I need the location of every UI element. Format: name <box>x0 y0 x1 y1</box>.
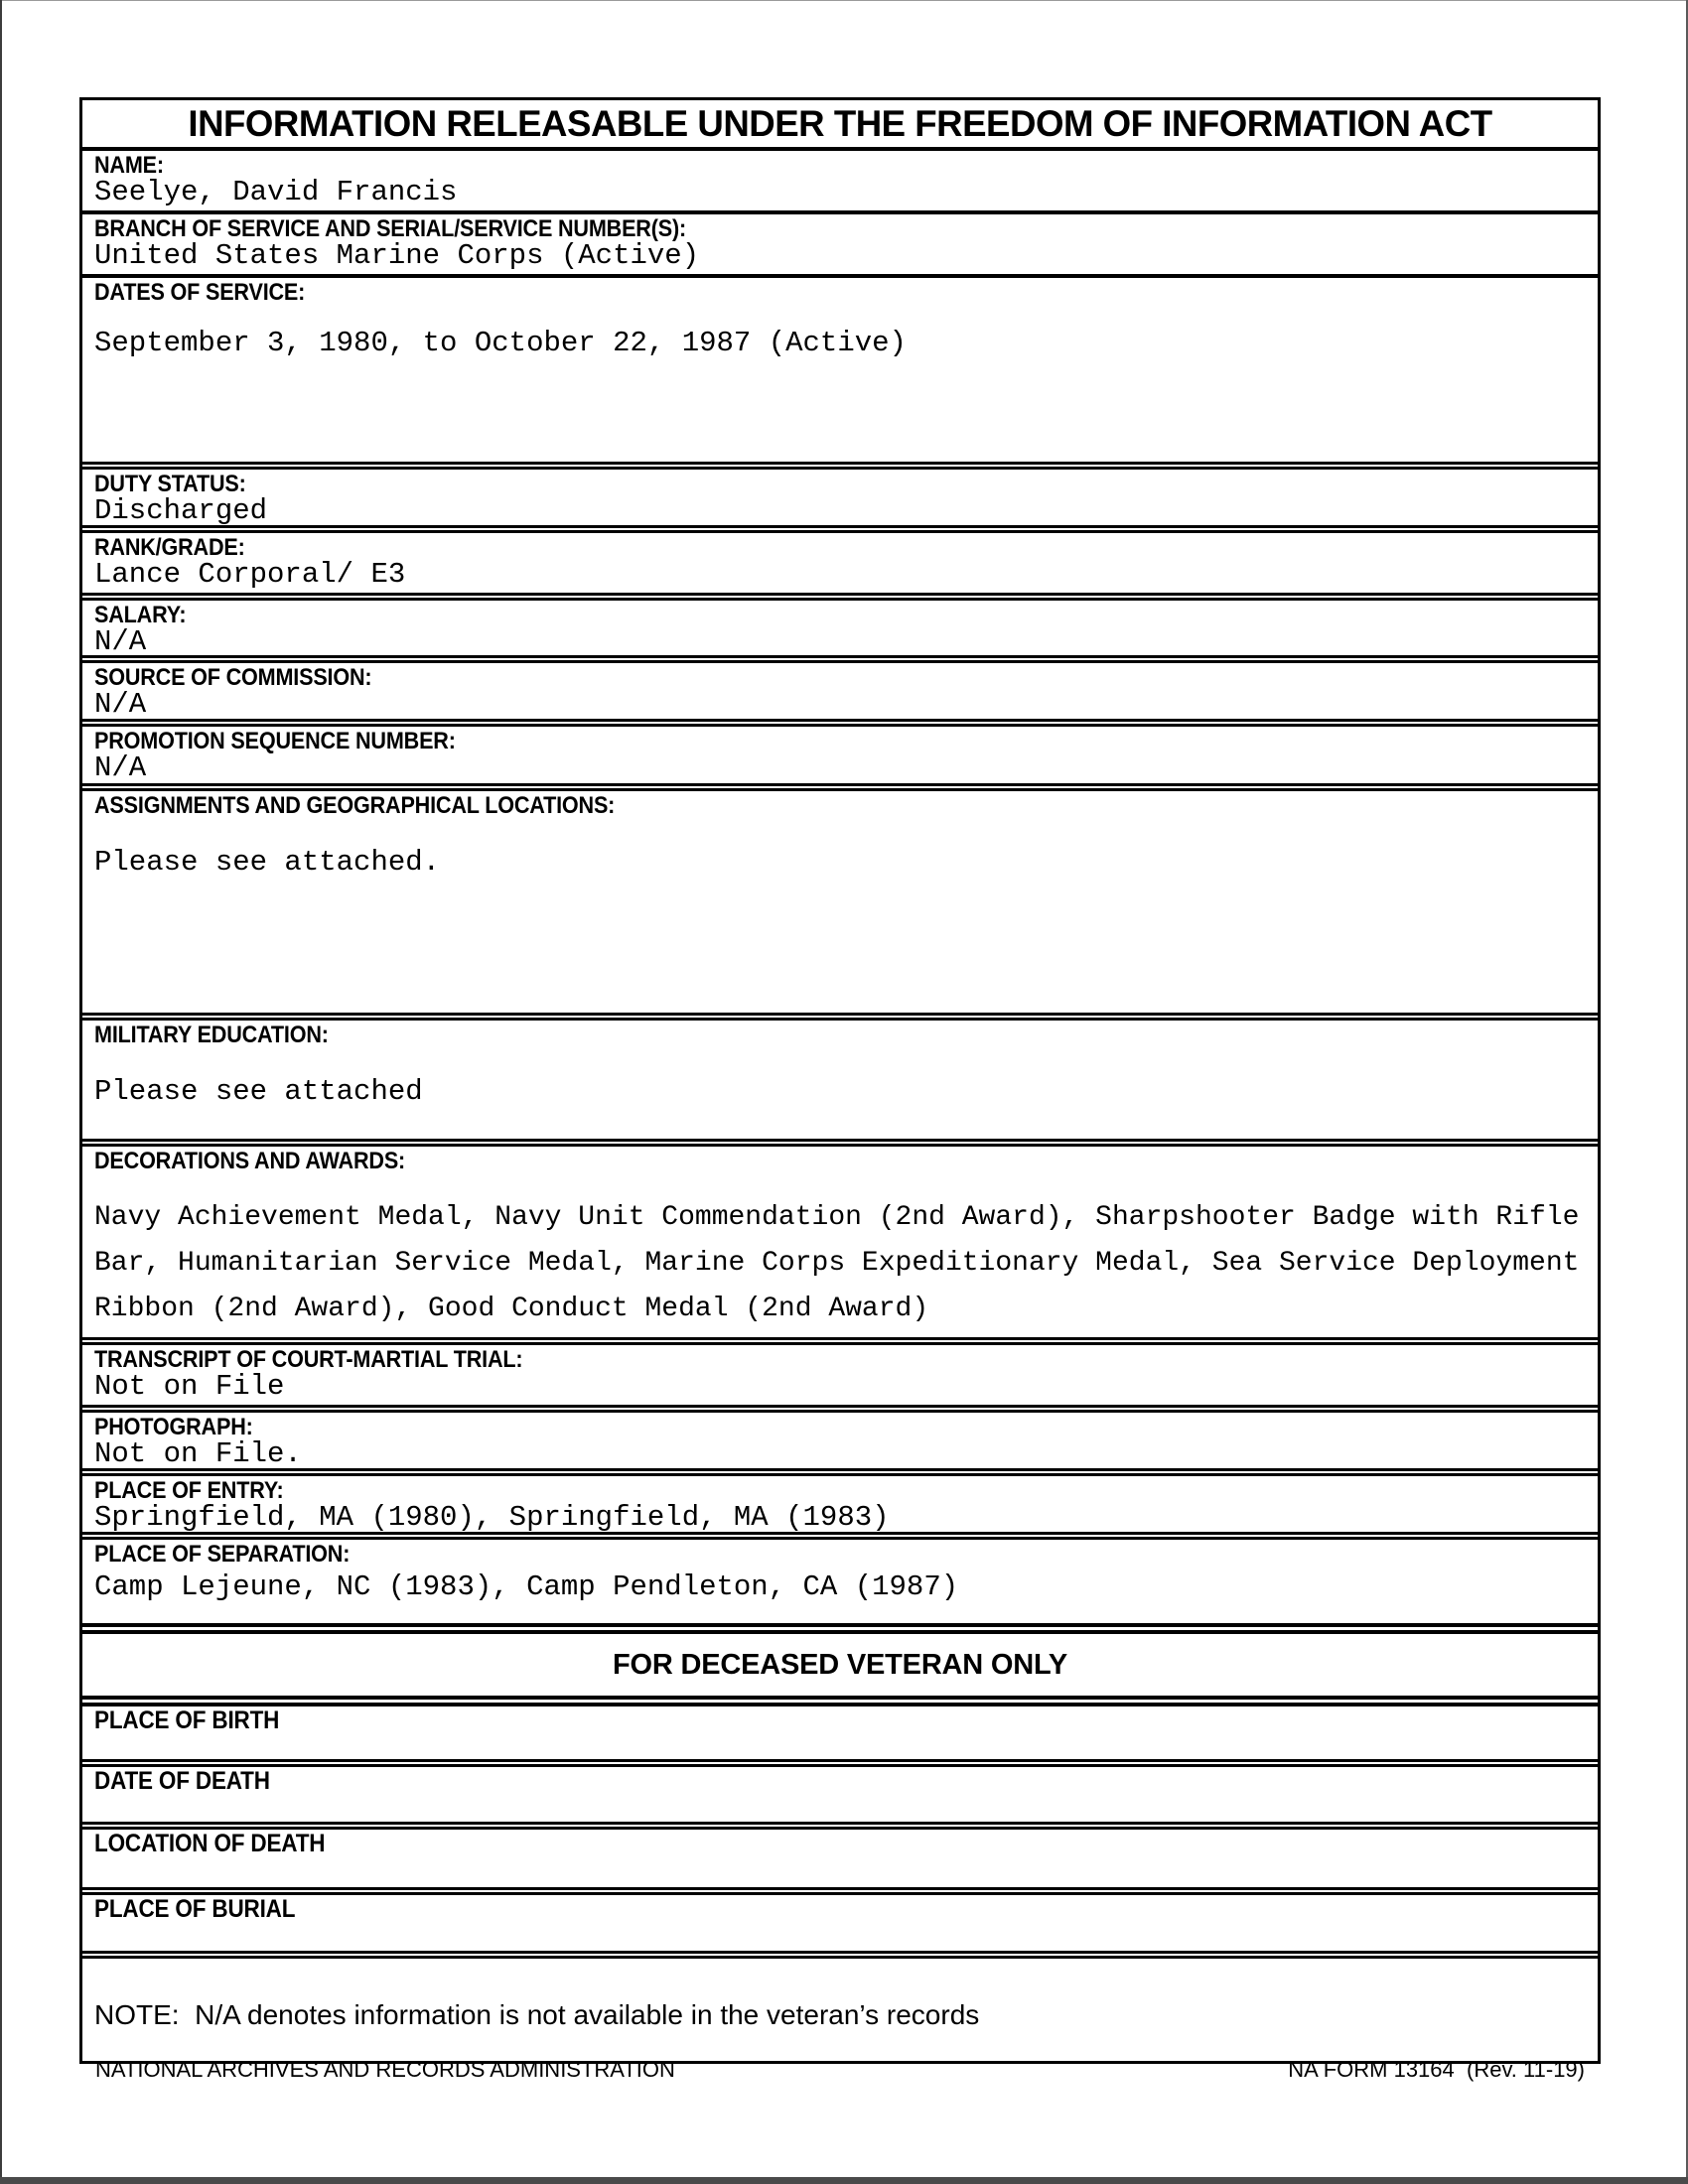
field-date-of-death <box>82 1767 1598 1822</box>
field-place-of-entry-label: PLACE OF ENTRY: <box>94 1477 284 1504</box>
form-footer <box>79 2057 1601 2083</box>
field-place-of-burial <box>82 1895 1598 1951</box>
row-divider <box>82 593 1598 601</box>
field-dates-of-service-value: September 3, 1980, to October 22, 1987 (Active) <box>94 327 907 359</box>
field-duty-status-label: DUTY STATUS: <box>94 471 246 497</box>
field-rank-grade-value: Lance Corporal/ E3 <box>94 558 406 591</box>
field-duty-status <box>82 470 1598 525</box>
field-duty-status-value: Discharged <box>94 494 268 525</box>
field-name-label: NAME: <box>94 152 164 179</box>
row-divider <box>82 1337 1598 1345</box>
row-divider <box>82 1405 1598 1413</box>
note-text: NOTE: N/A denotes information is not available in the veteran’s records <box>94 1999 980 2030</box>
field-salary-label: SALARY: <box>94 602 187 628</box>
field-location-of-death-label: LOCATION OF DEATH <box>94 1830 326 1857</box>
form-title: INFORMATION RELEASABLE UNDER THE FREEDOM OF INFORMATION ACT <box>188 102 1492 144</box>
deceased-section-header: FOR DECEASED VETERAN ONLY <box>613 1648 1067 1681</box>
field-military-education <box>82 1021 1598 1139</box>
field-dates-of-service-label: DATES OF SERVICE: <box>94 279 306 306</box>
window-edge-left <box>0 0 2 2184</box>
field-military-education-value: Please see attached <box>94 1075 423 1108</box>
row-divider <box>82 1139 1598 1147</box>
field-decorations-awards <box>82 1147 1598 1337</box>
field-promotion-sequence-number <box>82 727 1598 783</box>
window-edge-top <box>0 0 1688 1</box>
field-date-of-death-label: DATE OF DEATH <box>94 1767 270 1795</box>
field-place-of-burial-label: PLACE OF BURIAL <box>94 1895 296 1923</box>
row-divider <box>82 525 1598 533</box>
row-divider <box>82 1468 1598 1476</box>
row-divider <box>82 719 1598 727</box>
field-branch-of-service-label: BRANCH OF SERVICE AND SERIAL/SERVICE NUMBER(S): <box>94 215 686 242</box>
field-promotion-sequence-number-value: N/A <box>94 751 147 783</box>
section-divider <box>82 1623 1598 1634</box>
field-rank-grade-label: RANK/GRADE: <box>94 534 245 561</box>
field-branch-of-service-value: United States Marine Corps (Active) <box>94 239 700 272</box>
field-place-of-birth-label: PLACE OF BIRTH <box>94 1706 280 1734</box>
decorations-line: Ribbon (2nd Award), Good Conduct Medal (2nd Award) <box>94 1294 929 1324</box>
field-place-of-entry <box>82 1476 1598 1532</box>
row-divider <box>82 1759 1598 1767</box>
field-decorations-awards-value <box>94 1195 1588 1332</box>
row-divider <box>82 655 1598 663</box>
field-source-of-commission <box>82 663 1598 719</box>
row-divider <box>82 1822 1598 1830</box>
row-divider <box>82 783 1598 791</box>
field-salary-value: N/A <box>94 625 147 655</box>
field-assignments-locations <box>82 791 1598 1013</box>
field-photograph <box>82 1413 1598 1468</box>
field-branch-of-service <box>82 214 1598 274</box>
field-assignments-locations-label: ASSIGNMENTS AND GEOGRAPHICAL LOCATIONS: <box>94 792 616 819</box>
decorations-line: Bar, Humanitarian Service Medal, Marine Corps Expeditionary Medal, Sea Service Deployment <box>94 1248 1580 1279</box>
footer-form-number: NA FORM 13164 (Rev. 11-19) <box>1288 2057 1585 2082</box>
field-court-martial-transcript <box>82 1345 1598 1405</box>
field-assignments-locations-value: Please see attached. <box>94 846 441 879</box>
field-place-of-entry-value: Springfield, MA (1980), Springfield, MA (1983) <box>94 1501 890 1532</box>
field-court-martial-transcript-label: TRANSCRIPT OF COURT-MARTIAL TRIAL: <box>94 1346 523 1373</box>
field-name-value: Seelye, David Francis <box>94 176 458 208</box>
section-divider <box>82 1696 1598 1706</box>
field-source-of-commission-label: SOURCE OF COMMISSION: <box>94 664 372 691</box>
field-salary <box>82 601 1598 655</box>
field-place-of-birth <box>82 1706 1598 1759</box>
footer-agency: NATIONAL ARCHIVES AND RECORDS ADMINISTRATION <box>95 2057 675 2082</box>
row-divider <box>82 462 1598 470</box>
decorations-line: Navy Achievement Medal, Navy Unit Commendation (2nd Award), Sharpshooter Badge with Rifle <box>94 1202 1580 1233</box>
field-court-martial-transcript-value: Not on File <box>94 1370 285 1403</box>
field-photograph-label: PHOTOGRAPH: <box>94 1414 253 1440</box>
field-place-of-separation-value: Camp Lejeune, NC (1983), Camp Pendleton, CA (1987) <box>94 1570 959 1603</box>
row-divider <box>82 1887 1598 1895</box>
row-divider <box>82 1532 1598 1540</box>
field-rank-grade <box>82 533 1598 593</box>
field-promotion-sequence-number-label: PROMOTION SEQUENCE NUMBER: <box>94 728 456 754</box>
note-row <box>82 1959 1598 2061</box>
window-bottom-bar <box>0 2177 1688 2184</box>
foia-form-table <box>79 97 1601 2064</box>
field-military-education-label: MILITARY EDUCATION: <box>94 1022 329 1048</box>
row-divider <box>82 1013 1598 1021</box>
row-divider <box>82 1951 1598 1959</box>
field-location-of-death <box>82 1830 1598 1887</box>
field-place-of-separation <box>82 1540 1598 1623</box>
field-name <box>82 151 1598 210</box>
field-dates-of-service <box>82 278 1598 462</box>
field-photograph-value: Not on File. <box>94 1437 302 1468</box>
field-place-of-separation-label: PLACE OF SEPARATION: <box>94 1541 351 1568</box>
field-decorations-awards-label: DECORATIONS AND AWARDS: <box>94 1148 406 1174</box>
field-source-of-commission-value: N/A <box>94 688 147 719</box>
